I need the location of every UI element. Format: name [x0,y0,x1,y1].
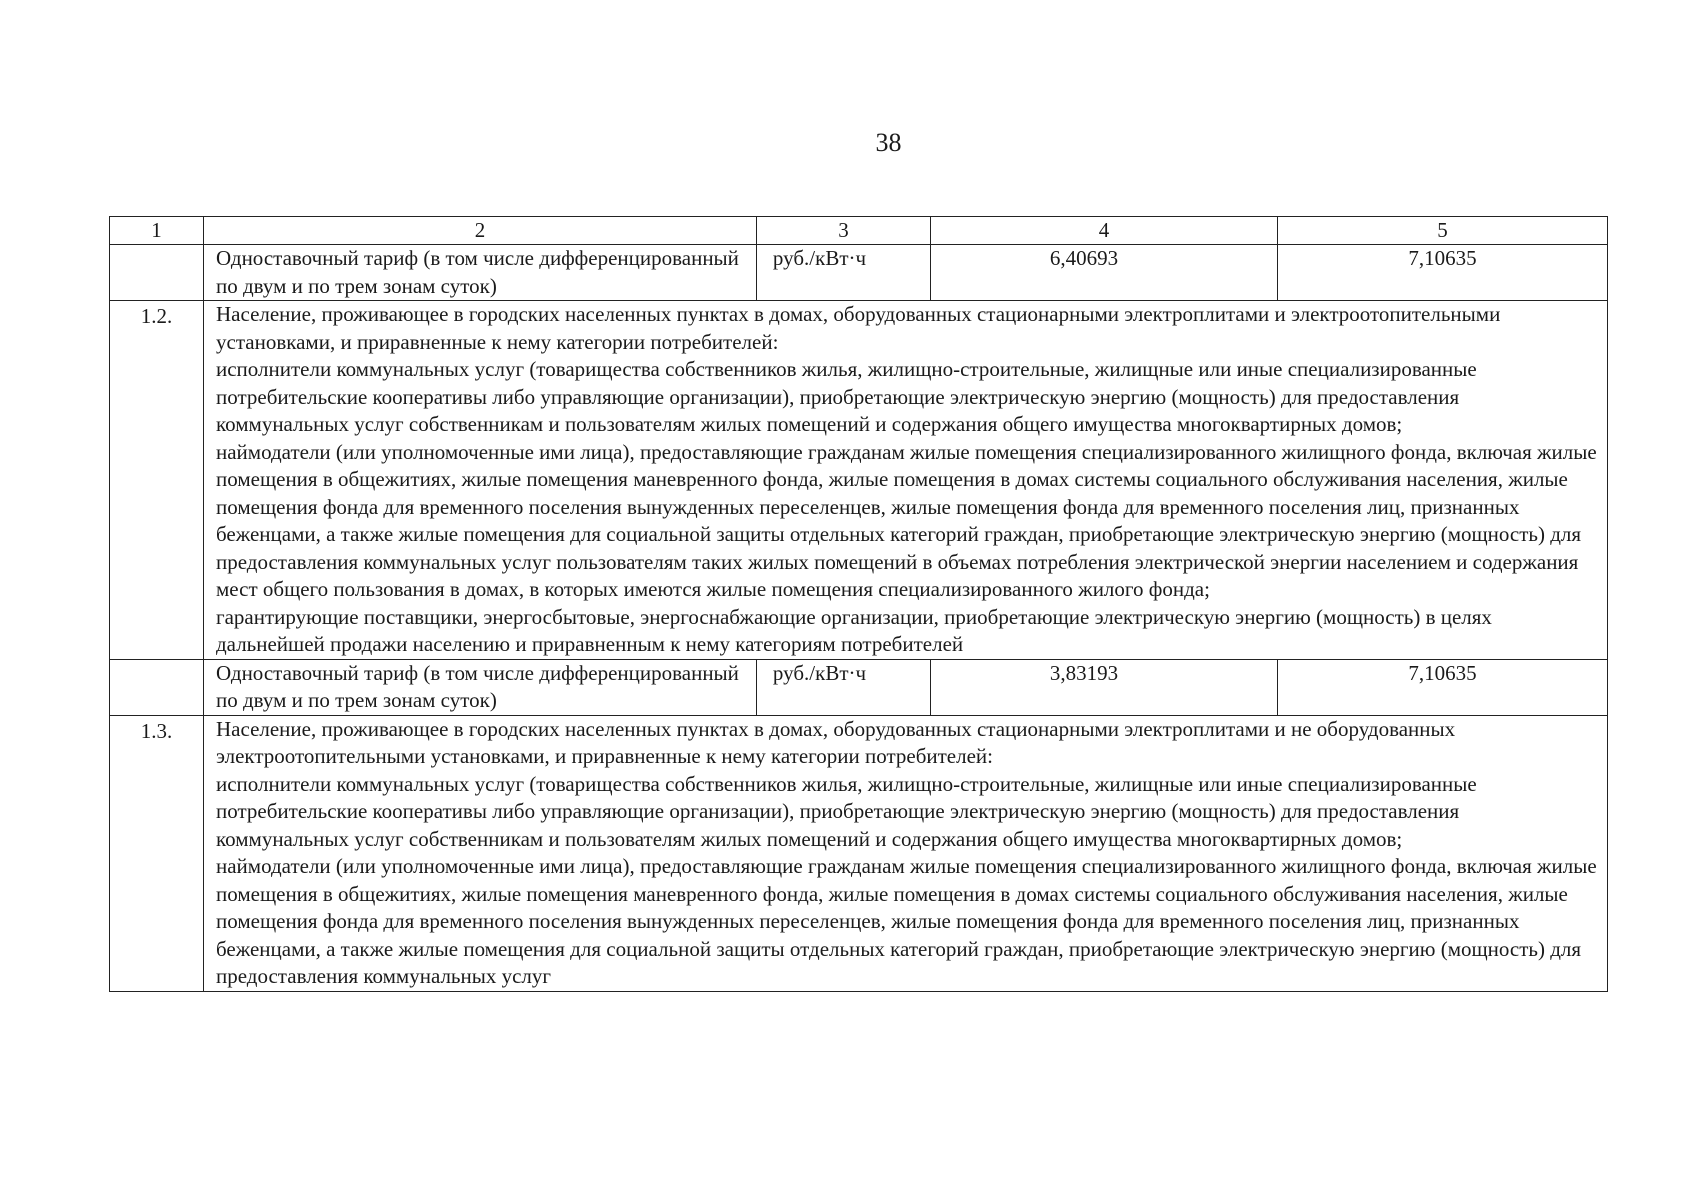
section-paragraph: исполнители коммунальных услуг (товарищества собственников жилья, жилищно-строительные, жилищные или иные специализированные потребительские кооперативы либо управляющие организации), приобретающие электрическую энергию (мощность) для предоставления коммунальных услуг собственникам и пользователям жилых помещений и содержания общего имущества многоквартирных домов; [216,771,1477,851]
header-cell: 4 [931,217,1278,245]
tariff-table [109,216,1608,992]
section-description-cell [204,715,1608,991]
section-number-cell: 1.2. [110,301,204,660]
table-row [110,715,1608,991]
table-row [110,301,1608,660]
tariff-label-cell: Одноставочный тариф (в том числе дифференцированный по двум и по трем зонам суток) [204,245,757,301]
value-cell-col4: 6,40693 [931,245,1278,301]
section-paragraph: Население, проживающее в городских населенных пунктах в домах, оборудованных стационарными электроплитами и электроотопительными установками, и приравненные к нему категории потребителей: [216,302,1501,354]
header-cell: 1 [110,217,204,245]
value-cell-col5: 7,10635 [1278,659,1608,715]
header-cell: 3 [757,217,931,245]
section-paragraph: Население, проживающее в городских населенных пунктах в домах, оборудованных стационарными электроплитами и не оборудованных электроотопительными установками, и приравненные к нему категории потребителей: [216,716,1456,768]
unit-cell: руб./кВт·ч [757,245,931,301]
row-number-cell [110,659,204,715]
value-cell-col5: 7,10635 [1278,245,1608,301]
section-paragraph: наймодатели (или уполномоченные ими лица), предоставляющие гражданам жилые помещения специализированного жилищного фонда, включая жилые помещения в общежитиях, жилые помещения маневренного фонда, жилые помещения в домах системы социального обслуживания населения, жилые помещения фонда для временного поселения вынужденных переселенцев, жилые помещения фонда для временного поселения лиц, признанных беженцами, а также жилые помещения для социальной защиты отдельных категорий граждан, приобретающие электрическую энергию (мощность) для предоставления коммунальных услуг [216,854,1597,988]
section-paragraph: наймодатели (или уполномоченные ими лица), предоставляющие гражданам жилые помещения специализированного жилищного фонда, включая жилые помещения в общежитиях, жилые помещения маневренного фонда, жилые помещения в домах системы социального обслуживания населения, жилые помещения фонда для временного поселения вынужденных переселенцев, жилые помещения фонда для временного поселения лиц, признанных беженцами, а также жилые помещения для социальной защиты отдельных категорий граждан, приобретающие электрическую энергию (мощность) для предоставления коммунальных услуг пользователям таких жилых помещений в объемах потребления электрической энергии населением и содержания мест общего пользования в домах, в которых имеются жилые помещения специализированного жилого фонда; [216,439,1597,601]
page-number: 38 [875,128,902,157]
section-paragraph: исполнители коммунальных услуг (товарищества собственников жилья, жилищно-строительные, жилищные или иные специализированные потребительские кооперативы либо управляющие организации), приобретающие электрическую энергию (мощность) для предоставления коммунальных услуг собственникам и пользователям жилых помещений и содержания общего имущества многоквартирных домов; [216,357,1477,436]
header-cell: 5 [1278,217,1608,245]
table-row [110,245,1608,301]
tariff-label-cell: Одноставочный тариф (в том числе дифференцированный по двум и по трем зонам суток) [204,659,757,715]
table-row [110,659,1608,715]
row-number-cell [110,245,204,301]
header-cell: 2 [204,217,757,245]
section-description-cell [204,301,1608,660]
unit-cell: руб./кВт·ч [757,659,931,715]
table-header-row [110,217,1608,245]
value-cell-col4: 3,83193 [931,659,1278,715]
section-number-cell: 1.3. [110,715,204,991]
section-paragraph: гарантирующие поставщики, энергосбытовые, энергоснабжающие организации, приобретающие электрическую энергию (мощность) в целях дальнейшей продажи населению и приравненным к нему категориям потребителей [216,604,1492,656]
